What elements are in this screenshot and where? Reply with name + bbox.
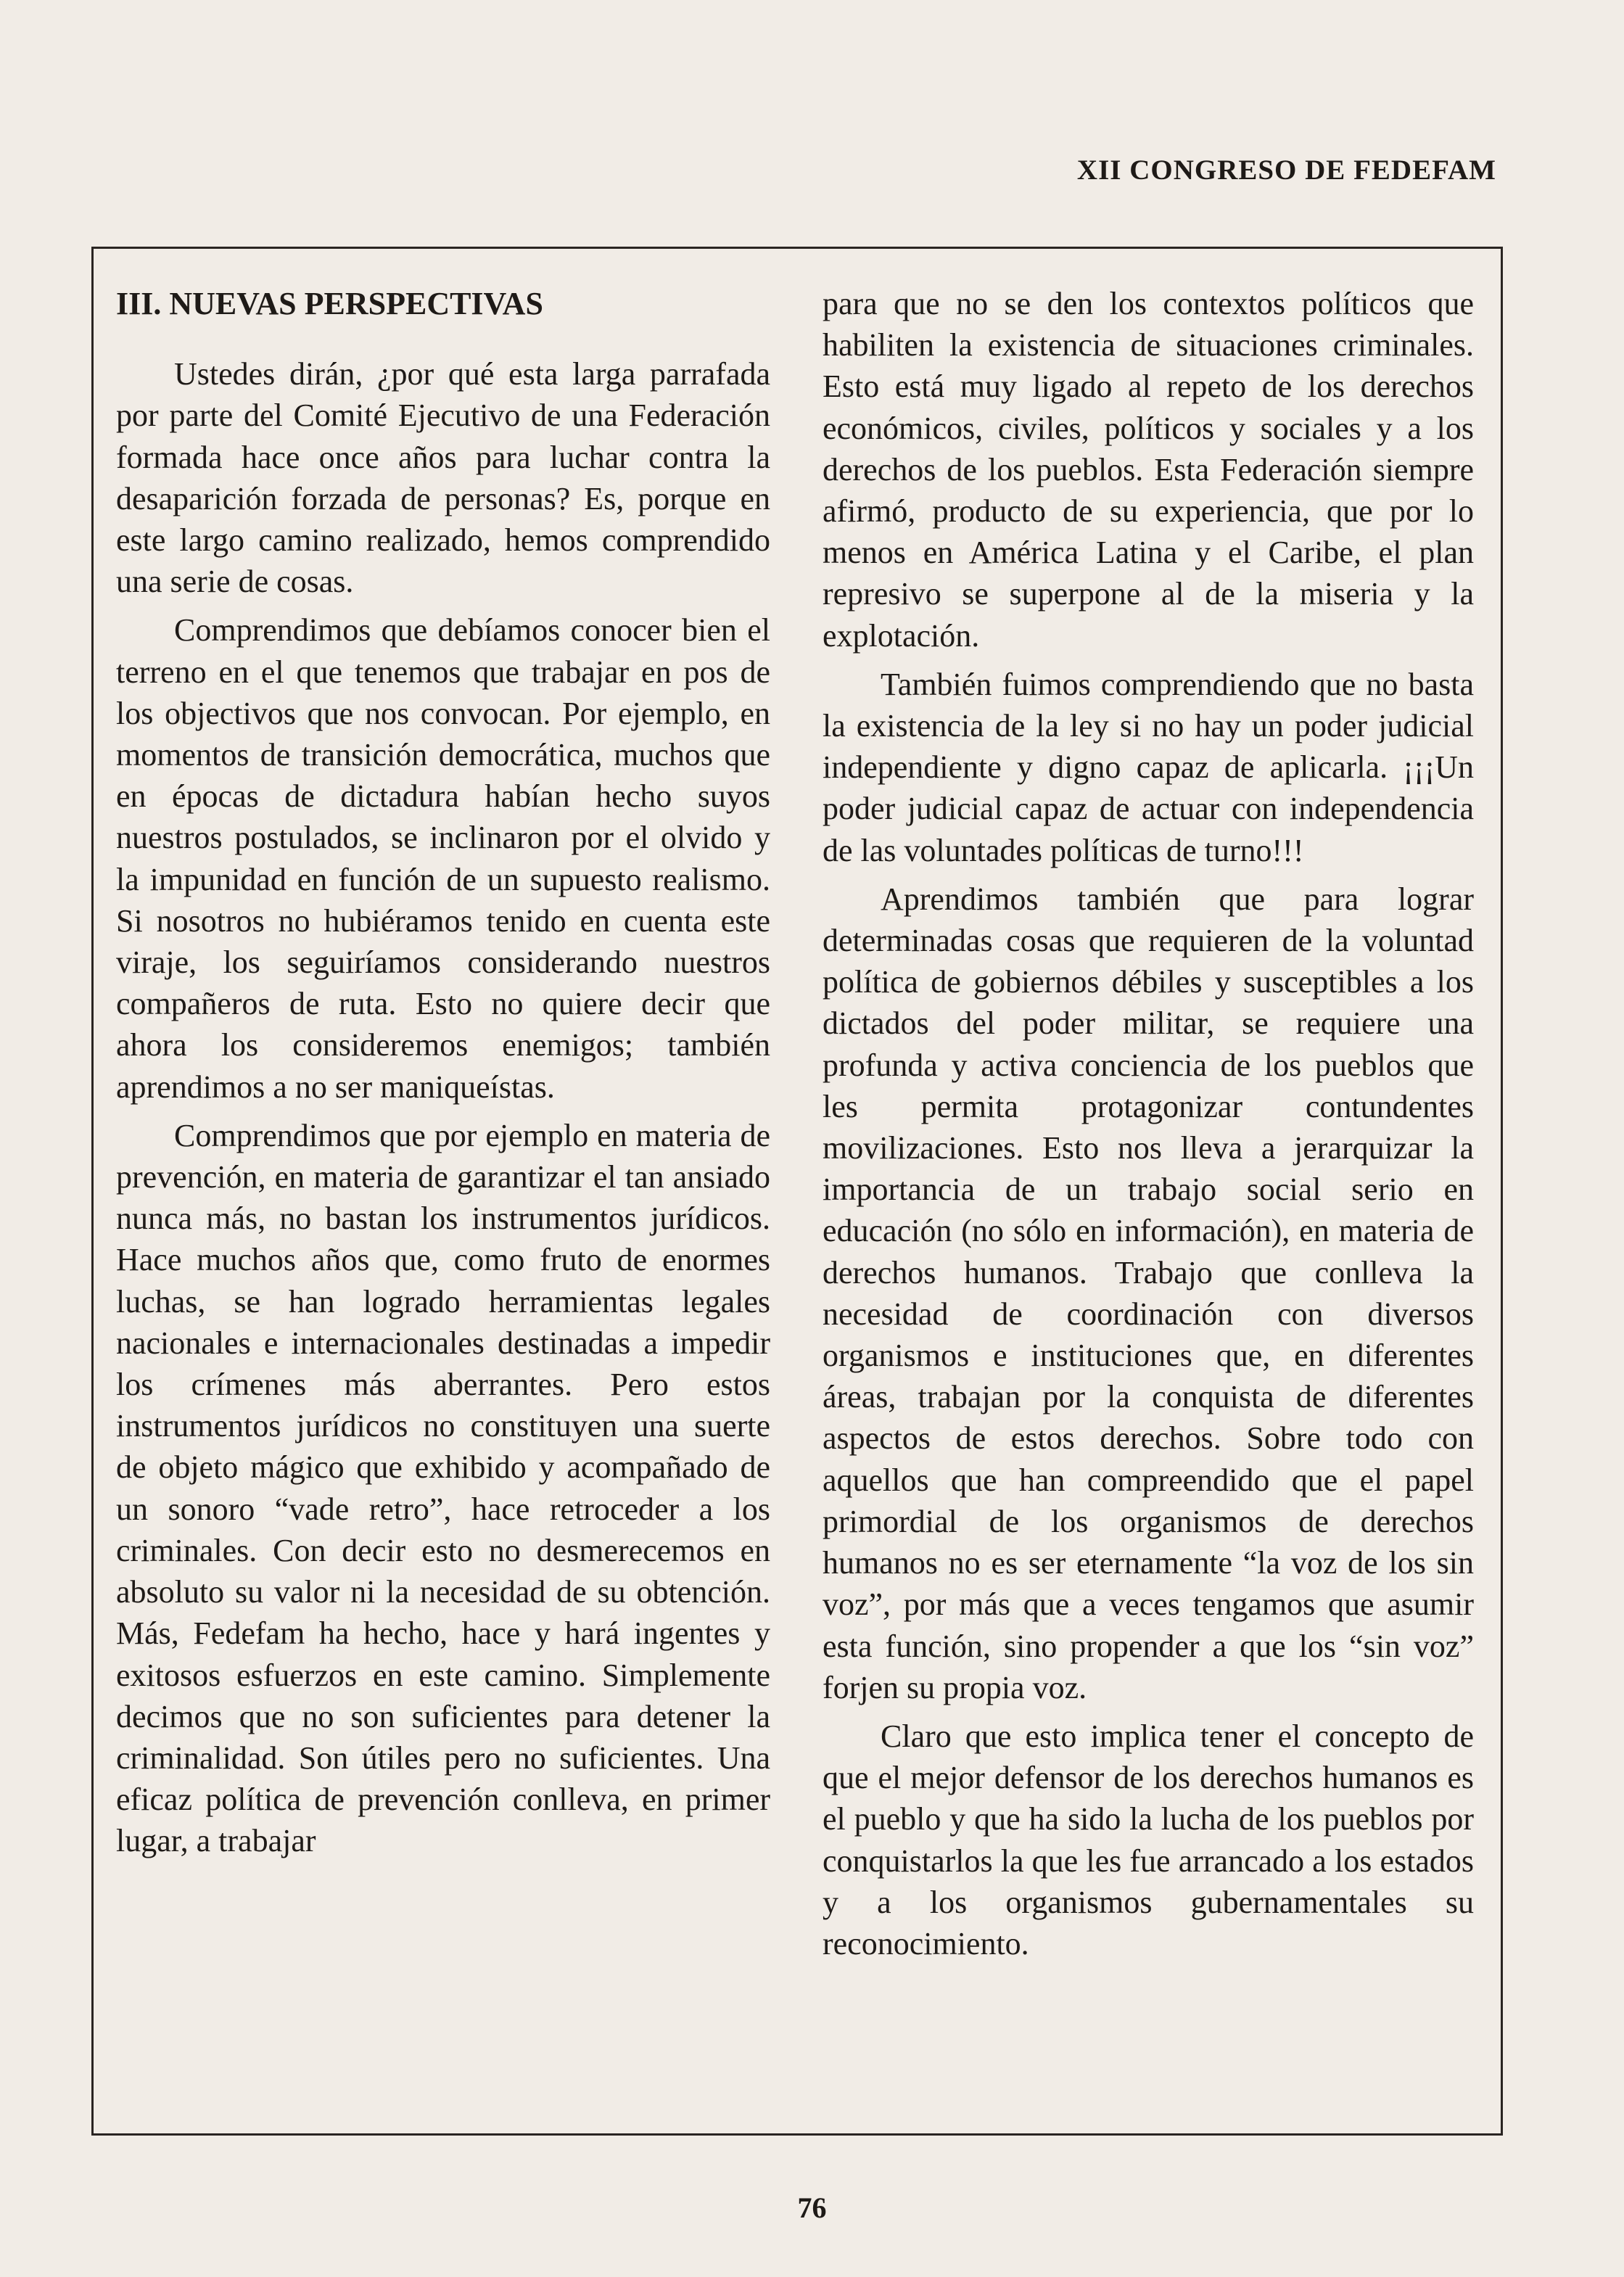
paragraph: Aprendimos también que para lograr determinadas cosas que requieren de la voluntad política de gobiernos débiles y susceptibles a los dictados del poder militar, se requiere una profunda y activa conciencia de los pueblos que les permita protagonizar contundentes movilizaciones. Esto nos lleva a jerarquizar la importancia de un trabajo social serio en educación (no sólo en información), en materia de derechos humanos. Trabajo que conlleva la necesidad de coordinación con diversos organismos e instituciones que, en diferentes áreas, trabajan por la conquista de diferentes aspectos de estos derechos. Sobre todo con aquellos que han compreendido que el papel primordial de los organismos de derechos humanos no es ser eternamente “la voz de los sin voz”, por más que a veces tengamos que asumir esta función, sino propender a que los “sin voz” forjen su propia voz.: [823, 881, 1474, 1705]
right-column: [823, 283, 1474, 1972]
paragraph-continuation: para que no se den los contextos políticos que habiliten la existencia de situaciones criminales. Esto está muy ligado al repeto de los derechos económicos, civiles, políticos y sociales y a los derechos de los pueblos. Esta Federación siempre afirmó, producto de su experiencia, que por lo menos en América Latina y el Caribe, el plan represivo se superpone al de la miseria y la explotación.: [823, 286, 1474, 654]
paragraph: Claro que esto implica tener el concepto de que el mejor defensor de los derechos humanos es el pueblo y que ha sido la lucha de los pueblos por conquistarlos la que les fue arrancado a los estados y a los organismos gubernamentales su reconocimiento.: [823, 1718, 1474, 1961]
running-header: XII CONGRESO DE FEDEFAM: [1076, 155, 1496, 186]
left-column: [116, 283, 770, 1869]
paragraph: Comprendimos que por ejemplo en materia de prevención, en materia de garantizar el tan ansiado nunca más, no bastan los instrumentos jurídicos. Hace muchos años que, como fruto de enormes luchas, se han logrado herramientas legales nacionales e internacionales destinadas a impedir los crímenes más aberrantes. Pero estos instrumentos jurídicos no constituyen una suerte de objeto mágico que exhibido y acompañado de un sonoro “vade retro”, hace retroceder a los criminales. Con decir esto no desmerecemos en absoluto su valor ni la necesidad de su obtención. Más, Fedefam ha hecho, hace y hará ingentes y exitosos esfuerzos en este camino. Simplemente decimos que no son suficientes para detener la criminalidad. Son útiles pero no suficientes. Una eficaz política de prevención conlleva, en primer lugar, a trabajar: [116, 1117, 770, 1859]
paragraph: Comprendimos que debíamos conocer bien el terreno en el que tenemos que trabajar en pos de los objectivos que nos convocan. Por ejemplo, en momentos de transición democrática, muchos que en épocas de dictadura habían hecho suyos nuestros postulados, se inclinaron por el olvido y la impunidad en función de un supuesto realismo. Si nosotros no hubiéramos tenido en cuenta este viraje, los seguiríamos considerando nuestros compañeros de ruta. Esto no quiere decir que ahora los consideremos enemigos; también aprendimos a no ser maniqueístas.: [116, 612, 770, 1105]
paragraph: Ustedes dirán, ¿por qué esta larga parrafada por parte del Comité Ejecutivo de una Federación formada hace once años para luchar contra la desaparición forzada de personas? Es, porque en este largo camino realizado, hemos comprendido una serie de cosas.: [116, 356, 770, 600]
paragraph: También fuimos comprendiendo que no basta la existencia de la ley si no hay un poder judicial independiente y digno capaz de aplicarla. ¡¡¡Un poder judicial capaz de actuar con independencia de las voluntades políticas de turno!!!: [823, 666, 1474, 868]
page-number: 76: [797, 2191, 827, 2224]
section-heading: III. NUEVAS PERSPECTIVAS: [116, 286, 543, 321]
